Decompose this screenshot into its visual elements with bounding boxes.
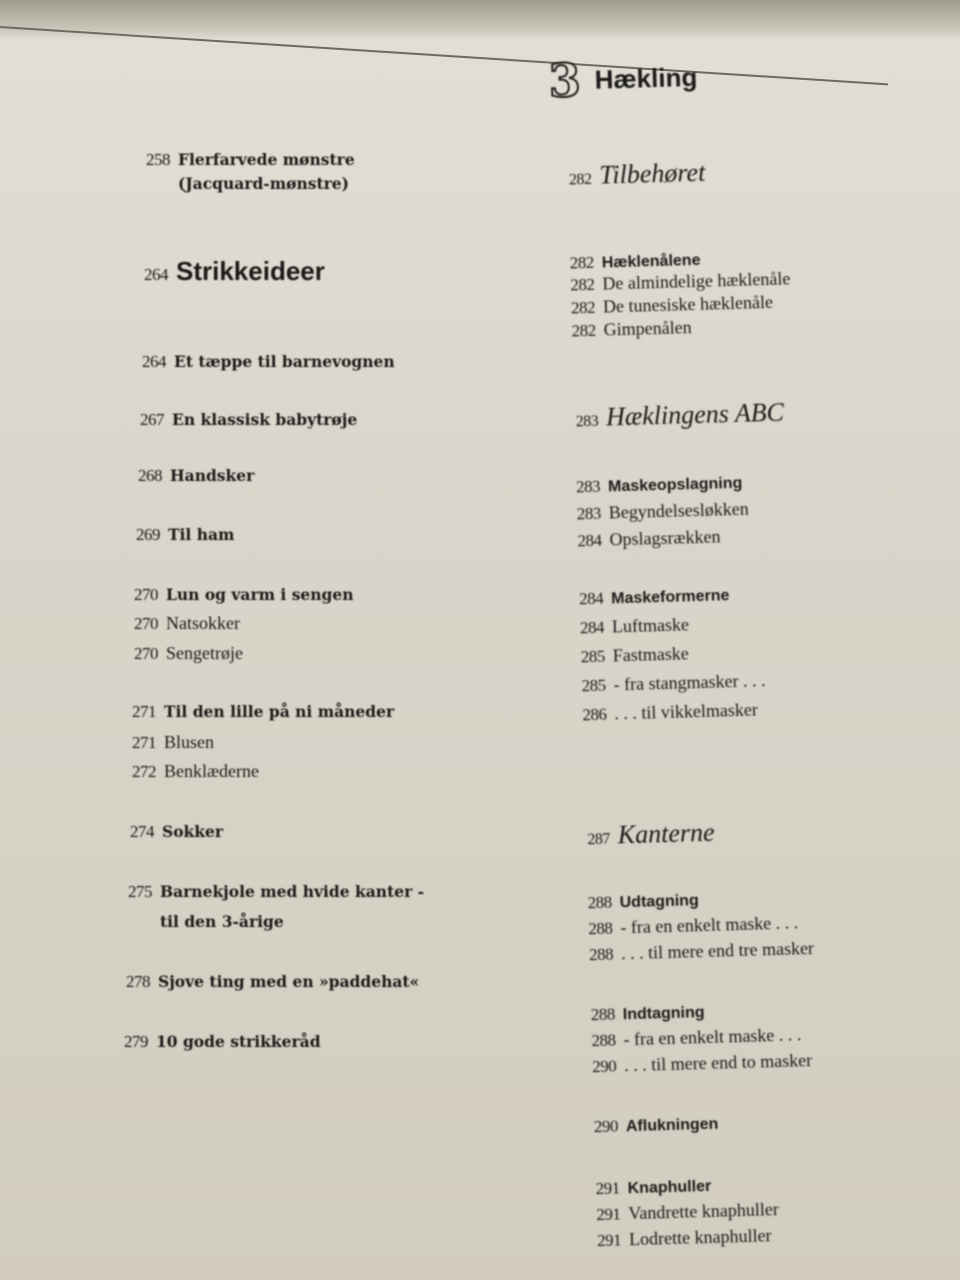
toc-entry — [108, 1030, 321, 1053]
entry-title: . . . til mere end to masker — [623, 1050, 813, 1076]
toc-entry — [112, 910, 284, 933]
entry-title: (Jacquard-mønstre) — [178, 174, 349, 193]
page-number: 288 — [591, 1030, 616, 1051]
toc-entry — [120, 523, 234, 546]
page-number: 283 — [576, 503, 602, 524]
entry-title: De almindelige hæklenåle — [602, 268, 791, 294]
toc-entry — [573, 937, 814, 967]
toc-section-heading — [569, 817, 715, 852]
section-title: Hæklingens ABC — [605, 397, 785, 432]
page-number: 287 — [587, 830, 611, 849]
toc-section-heading — [551, 157, 706, 192]
toc-entry — [579, 1174, 711, 1202]
page-number: 264 — [144, 265, 168, 284]
toc-entry — [581, 1224, 772, 1252]
toc-right-column — [547, 47, 878, 1251]
page-number: 283 — [575, 412, 599, 431]
chapter-header — [548, 52, 698, 106]
toc-entry — [560, 471, 743, 500]
toc-entry — [130, 148, 355, 171]
entry-title: Barnekjole med hvide kanter - — [160, 882, 425, 901]
entry-title: Benklæderne — [164, 761, 259, 781]
toc-entry — [118, 642, 243, 665]
entry-title: Luftmaske — [611, 614, 690, 637]
section-title: Kanterne — [617, 817, 715, 850]
toc-entry — [126, 350, 395, 373]
toc-entry — [116, 760, 259, 783]
page-number: 285 — [580, 646, 606, 667]
toc-entry — [564, 642, 689, 668]
page-number: 268 — [138, 466, 162, 485]
page-number: 290 — [591, 1056, 617, 1077]
entry-title: Sokker — [162, 822, 224, 841]
toc-entry — [116, 700, 394, 723]
entry-title: De tunesiske hæklenåle — [602, 291, 774, 317]
entry-title: Indtagning — [622, 1004, 705, 1024]
entry-title: Vandrette knaphuller — [628, 1199, 780, 1224]
entry-title: . . . til vikkelmasker — [614, 699, 759, 724]
entry-title: Maskeformerne — [610, 587, 730, 608]
entry-title: Fastmaske — [612, 643, 690, 666]
page-number: 288 — [588, 918, 613, 939]
toc-entry — [566, 698, 758, 726]
header-rule — [0, 26, 888, 85]
chapter-number: 3 — [547, 53, 582, 108]
page-number: 284 — [579, 617, 605, 638]
page-number: 291 — [596, 1204, 621, 1225]
page-number: 270 — [134, 644, 158, 663]
page-number: 288 — [587, 892, 612, 913]
entry-title: . . . til mere end tre masker — [620, 937, 815, 964]
toc-entry — [124, 408, 357, 431]
page-number: 270 — [134, 585, 158, 604]
page-number: 269 — [136, 525, 160, 544]
entry-title: Knaphuller — [627, 1177, 712, 1198]
toc-entry — [112, 880, 424, 903]
entry-title: til den 3-årige — [160, 912, 284, 931]
page-number: 282 — [569, 252, 595, 273]
entry-title: En klassisk babytrøje — [172, 410, 358, 429]
entry-title: 10 gode strikkeråd — [156, 1032, 321, 1051]
page-number: 271 — [132, 702, 156, 721]
entry-title: Natsokker — [166, 613, 240, 633]
toc-entry — [575, 1023, 801, 1052]
toc-entry — [555, 291, 774, 320]
page-number: 282 — [568, 170, 592, 189]
toc-entry — [571, 888, 699, 916]
page-number: 275 — [128, 882, 152, 901]
toc-entry — [560, 498, 749, 526]
entry-title: Gimpenålen — [603, 317, 692, 340]
toc-entry — [561, 525, 721, 552]
toc-entry — [564, 613, 690, 639]
entry-title: - fra stangmasker . . . — [613, 670, 766, 695]
page-number: 279 — [124, 1032, 148, 1051]
toc-entry — [572, 911, 798, 940]
entry-title: Til den lille på ni måneder — [164, 702, 395, 721]
entry-title: - fra en enkelt maske . . . — [623, 1024, 802, 1050]
toc-entry — [563, 583, 730, 612]
page-number: 258 — [146, 150, 170, 169]
toc-entry — [110, 970, 419, 993]
toc-section-heading — [128, 256, 325, 286]
section-title: Tilbehøret — [598, 157, 706, 190]
entry-title: Sjove ting med en »paddehat« — [158, 972, 420, 991]
page-number: 264 — [142, 352, 166, 371]
page-number: 290 — [593, 1116, 619, 1137]
entry-title: Hæklenålene — [601, 251, 701, 272]
entry-title: Maskeopslagning — [607, 474, 743, 496]
entry-title: - fra en enkelt maske . . . — [620, 912, 799, 938]
page-number: 282 — [570, 274, 595, 295]
page-number: 267 — [140, 410, 164, 429]
chapter-title: Hækling — [594, 61, 698, 95]
toc-entry — [576, 1049, 813, 1079]
toc-entry — [578, 1112, 719, 1140]
toc-entry — [118, 612, 240, 635]
entry-title: Et tæppe til barnevognen — [174, 352, 395, 371]
page-number: 286 — [582, 704, 607, 725]
page-number: 285 — [581, 675, 606, 696]
entry-title: Lodrette knaphuller — [628, 1225, 772, 1250]
entry-title: Til ham — [168, 525, 235, 544]
page-number: 274 — [130, 822, 154, 841]
entry-title: Blusen — [164, 732, 215, 752]
page-number: 271 — [132, 733, 156, 752]
entry-title: Aflukningen — [625, 1115, 719, 1136]
toc-entry — [116, 731, 214, 754]
page-number: 284 — [577, 530, 602, 551]
entry-title: Handsker — [170, 466, 255, 485]
toc-entry — [580, 1198, 779, 1227]
toc-entry — [114, 820, 223, 843]
entry-title: Lun og varm i sengen — [166, 585, 354, 604]
entry-title: Opslagsrækken — [609, 526, 721, 550]
toc-section-heading — [558, 397, 785, 434]
page-number: 270 — [134, 614, 158, 633]
page-number: 291 — [595, 1178, 620, 1199]
page-number: 283 — [575, 476, 601, 497]
toc-entry — [118, 583, 354, 606]
toc-entry — [122, 464, 254, 487]
page-number: 284 — [578, 588, 604, 609]
page-number: 288 — [588, 944, 614, 965]
entry-title: Begyndelsesløkken — [608, 498, 749, 523]
entry-title: Sengetrøje — [166, 643, 243, 663]
section-title: Strikkeideer — [176, 256, 325, 286]
toc-entry — [574, 1000, 704, 1028]
toc-entry — [130, 172, 349, 195]
page-number: 288 — [590, 1004, 616, 1025]
page-number: 278 — [126, 972, 150, 991]
entry-title: Udtagning — [619, 892, 699, 912]
toc-entry — [555, 316, 692, 343]
entry-title: Flerfarvede mønstre — [178, 150, 355, 169]
page-number: 272 — [132, 762, 156, 781]
page-number: 282 — [570, 297, 596, 318]
page-number: 282 — [571, 320, 596, 341]
toc-entry — [565, 669, 766, 698]
page-number: 291 — [596, 1230, 622, 1251]
